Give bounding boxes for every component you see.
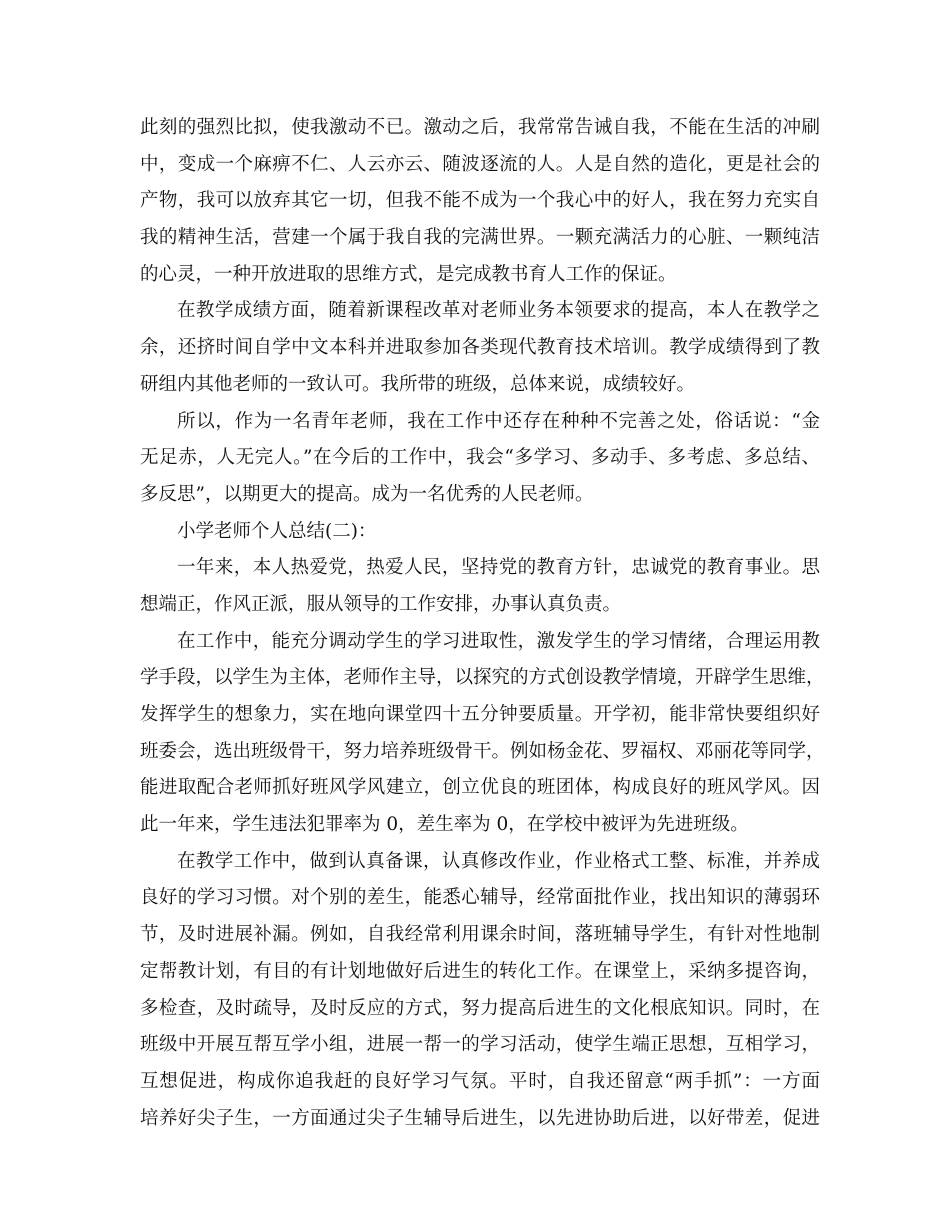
text-line: 多检查，及时疏导，及时反应的方式，努力提高后进生的文化根底知识。同时，在 <box>140 997 820 1019</box>
text-line: 学手段，以学生为主体，老师作主导，以探究的方式创设教学情境，开辟学生思维， <box>140 667 825 689</box>
paragraph-start-line: 在工作中，能充分调动学生的学习进取性，激发学生的学习情绪，合理运用教 <box>177 630 820 652</box>
text-line: 多反思”，以期更大的提高。成为一名优秀的人民老师。 <box>140 483 594 505</box>
text-line: 中，变成一个麻痹不仁、人云亦云、随波逐流的人。人是自然的造化，更是社会的 <box>140 153 820 175</box>
text-line: 发挥学生的想象力，实在地向课堂四十五分钟要质量。开学初，能非常快要组织好 <box>140 704 820 725</box>
paragraph-start-line: 在教学工作中，做到认真备课，认真修改作业，作业格式工整、标准，并养成 <box>177 850 820 872</box>
section-heading: 小学老师个人总结(二)： <box>177 520 377 542</box>
text-line: 互想促进，构成你追我赶的良好学习气氛。平时，自我还留意“两手抓”：一方面 <box>140 1070 820 1092</box>
text-line: 班级中开展互帮互学小组，进展一帮一的学习活动，使学生端正思想，互相学习， <box>140 1034 820 1056</box>
text-line: 研组内其他老师的一致认可。我所带的班级，总体来说，成绩较好。 <box>140 373 696 395</box>
text-line: 班委会，选出班级骨干，努力培养班级骨干。例如杨金花、罗福权、邓丽花等同学， <box>140 740 825 762</box>
paragraph-start-line: 所以，作为一名青年老师，我在工作中还存在种种不完善之处，俗话说：“金 <box>177 410 820 432</box>
text-line: 想端正，作风正派，服从领导的工作安排，办事认真负责。 <box>140 593 622 615</box>
text-line: 节，及时进展补漏。例如，自我经常利用课余时间，落班辅导学生，有针对性地制 <box>140 924 820 946</box>
text-line: 无足赤，人无完人。”在今后的工作中，我会“多学习、多动手、多考虑、多总结、 <box>140 447 820 469</box>
document-body <box>140 110 825 1137</box>
text-line: 培养好尖子生，一方面通过尖子生辅导后进生，以先进协助后进，以好带差，促进 <box>140 1107 820 1129</box>
text-line: 定帮教计划，有目的有计划地做好后进生的转化工作。在课堂上，采纳多提咨询， <box>140 960 820 982</box>
text-line: 能进取配合老师抓好班风学风建立，创立优良的班团体，构成良好的班风学风。因 <box>140 777 820 799</box>
text-line: 产物，我可以放弃其它一切，但我不能不成为一个我心中的好人，我在努力充实自 <box>140 190 820 212</box>
text-line: 余，还挤时间自学中文本科并进取参加各类现代教育技术培训。教学成绩得到了教 <box>140 337 820 359</box>
paragraph-start-line: 在教学成绩方面，随着新课程改革对老师业务本领要求的提高，本人在教学之 <box>177 300 820 322</box>
paragraph-start-line: 一年来，本人热爱党，热爱人民，坚持党的教育方针，忠诚党的教育事业。思 <box>177 557 820 579</box>
text-line: 我的精神生活，营建一个属于我自我的完满世界。一颗充满活力的心脏、一颗纯洁 <box>140 227 820 249</box>
text-line: 良好的学习习惯。对个别的差生，能悉心辅导，经常面批作业，找出知识的薄弱环 <box>140 887 820 909</box>
text-line: 此刻的强烈比拟，使我激动不已。激动之后，我常常告诫自我，不能在生活的冲刷 <box>140 117 820 138</box>
text-line: 的心灵，一种开放进取的思维方式，是完成教书育人工作的保证。 <box>140 263 677 285</box>
text-line: 此一年来，学生违法犯罪率为 0，差生率为 0，在学校中被评为先进班级。 <box>140 814 749 836</box>
